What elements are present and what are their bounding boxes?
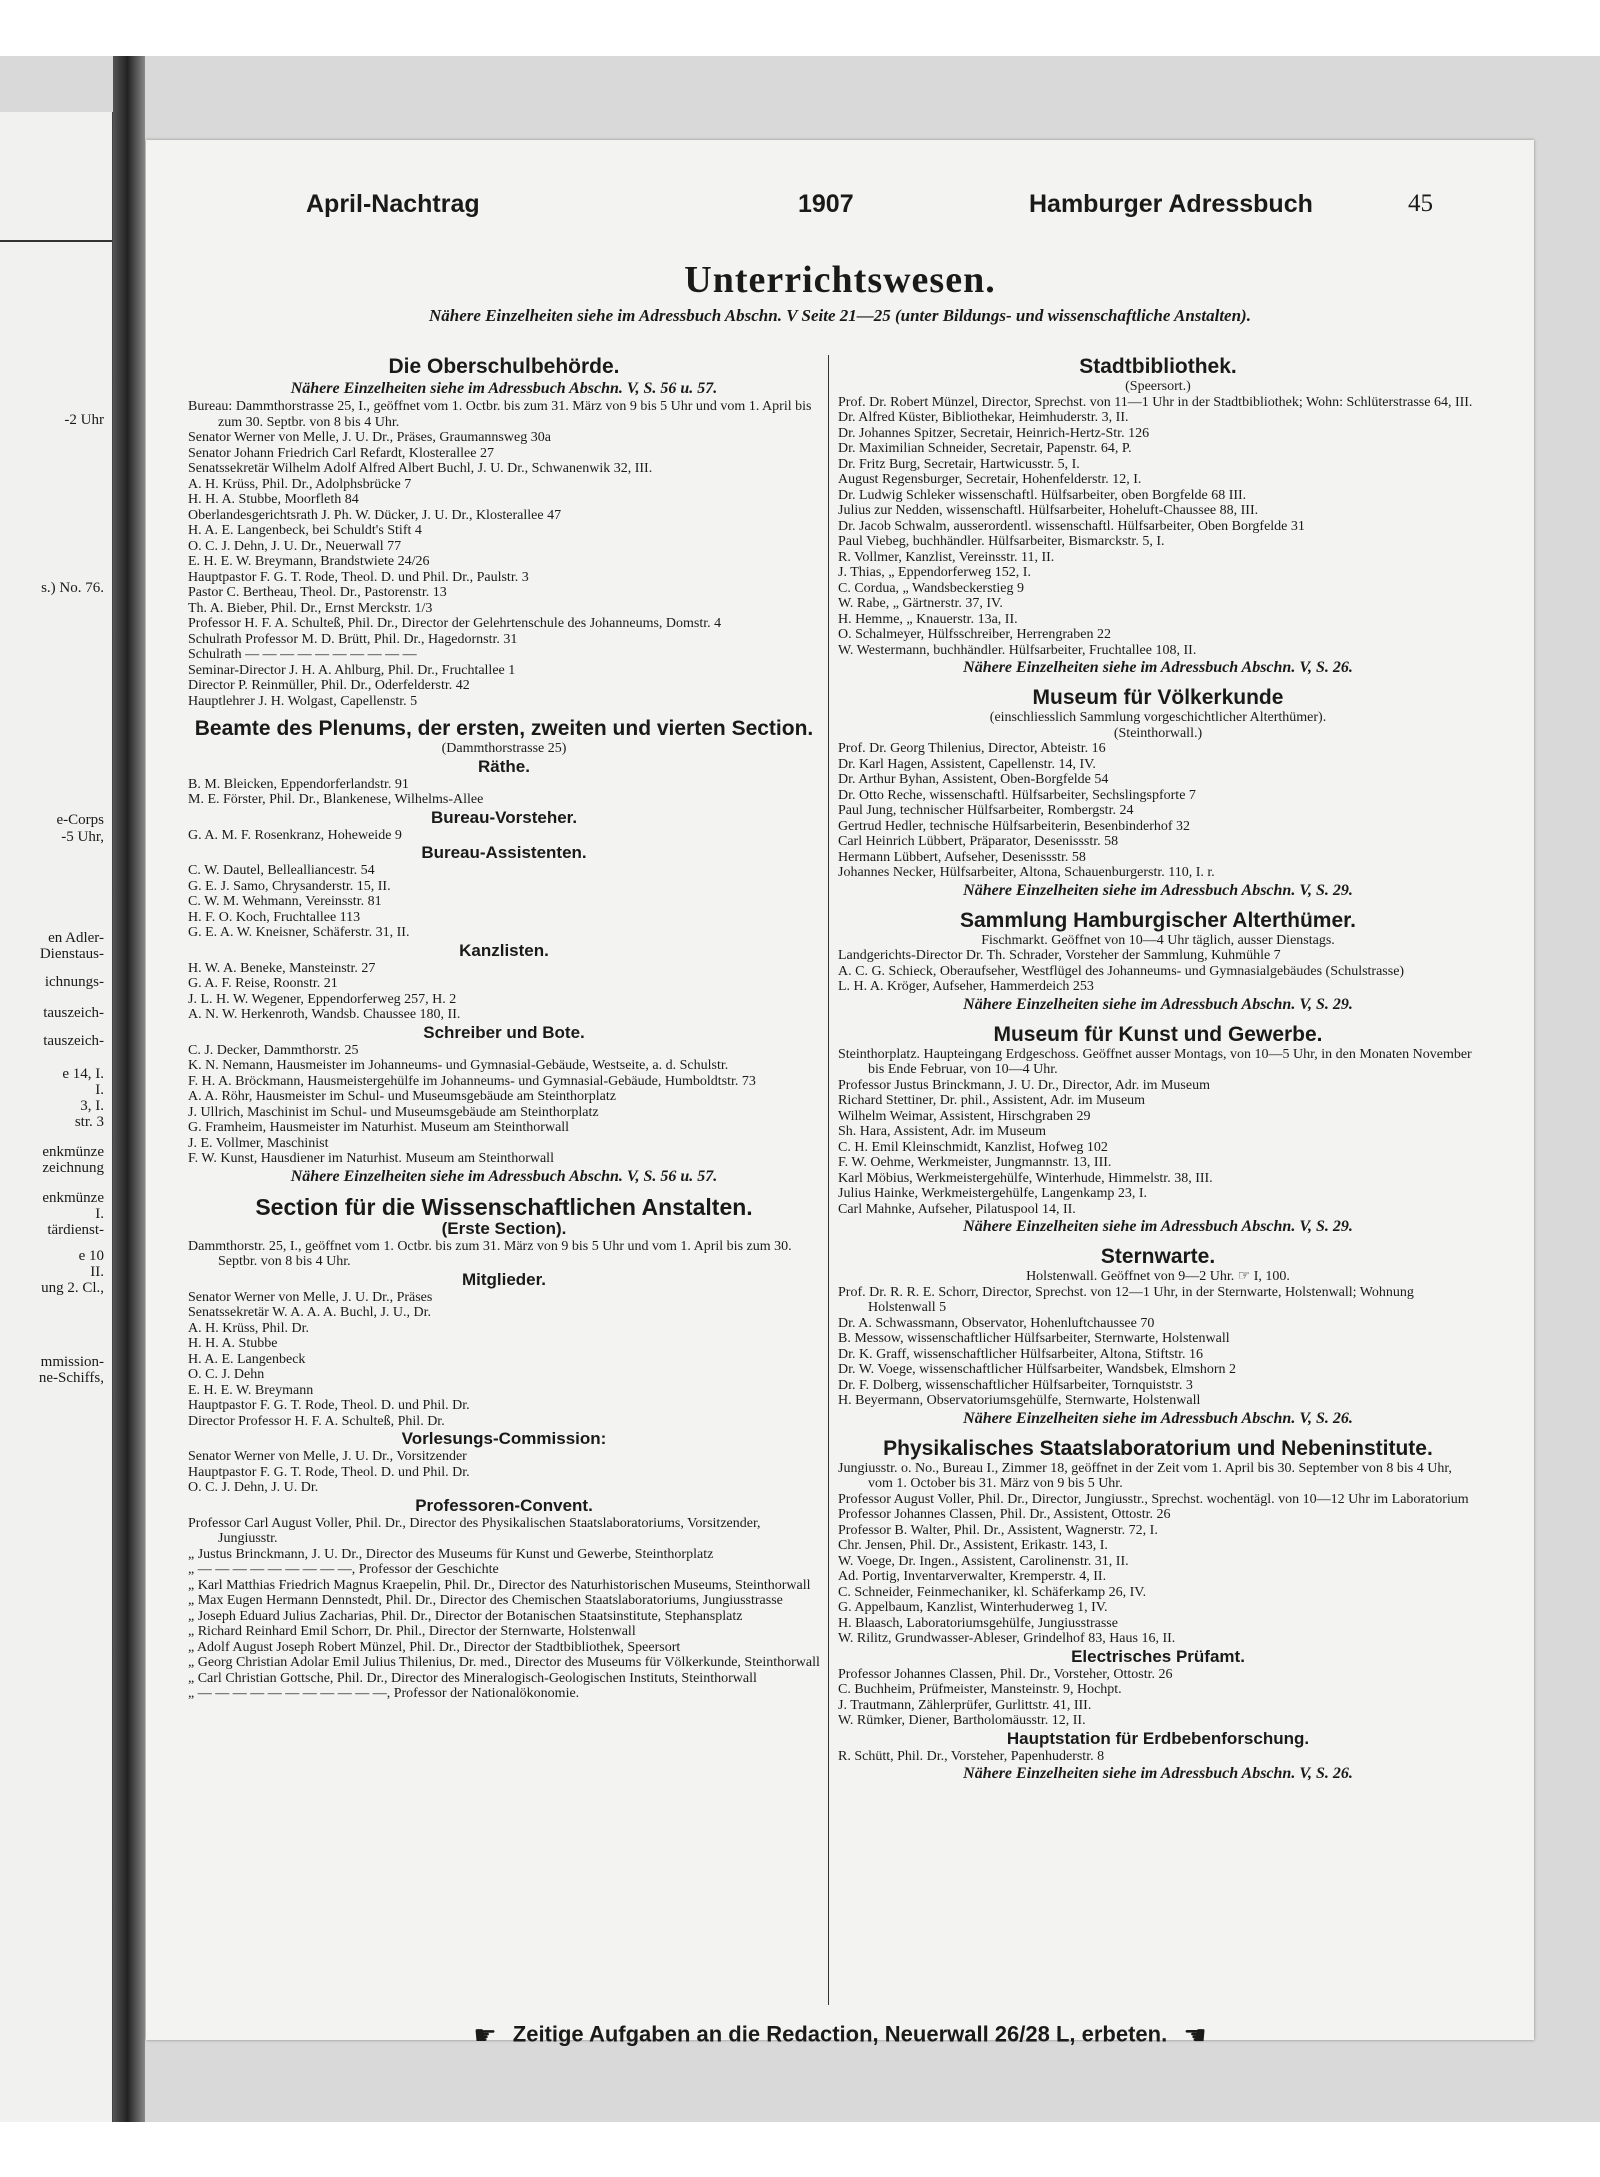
directory-entry: C. H. Emil Kleinschmidt, Kanzlist, Hofweg 102 — [838, 1139, 1108, 1155]
spacer — [838, 901, 1478, 909]
directory-entry: Richard Stettiner, Dr. phil., Assistent, Adr. im Museum — [838, 1093, 1146, 1108]
directory-entry: F. W. Oehme, Werkmeister, Jungmannstr. 13, III. — [838, 1155, 1112, 1170]
left-column — [188, 355, 820, 1702]
spacer — [838, 678, 1478, 686]
directory-entry: G. A. M. F. Rosenkranz, Hoheweide 9 — [188, 827, 402, 843]
subsection-title: Bureau-Vorsteher. — [430, 807, 578, 827]
subsection-title: Räthe. — [478, 756, 530, 776]
prev-page-fragment: s.) No. 76. — [41, 580, 104, 596]
directory-entry: Senator Werner von Melle, J. U. Dr., Präses, Graumannsweg 30a — [188, 430, 551, 445]
directory-entry: O. C. J. Dehn — [188, 1367, 265, 1382]
directory-entry: Johannes Necker, Hülfsarbeiter, Altona, Schauenburgerstr. 110, I. r. — [838, 865, 1215, 880]
prev-page-fragment: e-Corps — [56, 812, 104, 828]
document-page — [146, 140, 1534, 2050]
directory-entry: Hauptpastor F. G. T. Rode, Theol. D. und Phil. Dr. — [188, 1464, 470, 1480]
section-title: Sammlung Hamburgischer Alterthümer. — [960, 908, 1356, 932]
directory-entry: G. E. J. Samo, Chrysanderstr. 15, II. — [188, 878, 391, 894]
directory-entry: Steinthorplatz. Haupteingang Erdgeschoss. Geöffnet ausser Montags, von 10—5 Uhr, in den Monaten November bis Ende Februar, von 10—4 Uhr. — [838, 1046, 1472, 1077]
section-title: Section für die Wissenschaftlichen Anstalten. — [255, 1193, 753, 1220]
directory-entry: Professor B. Walter, Phil. Dr., Assistent, Wagnerstr. 72, I. — [838, 1522, 1158, 1538]
directory-entry: „ Carl Christian Gottsche, Phil. Dr., Director des Mineralogisch-Geologischen Instituts, Steinthorwall — [188, 1670, 757, 1686]
directory-entry: Dr. Johannes Spitzer, Secretair, Heinrich-Hertz-Str. 126 — [838, 425, 1150, 441]
directory-entry: „ Richard Reinhard Emil Schorr, Dr. Phil., Director der Sternwarte, Holstenwall — [188, 1624, 636, 1639]
subsection-title: Electrisches Prüfamt. — [1071, 1646, 1245, 1666]
section-note: (Dammthorstrasse 25) — [441, 741, 567, 756]
directory-entry: Hermann Lübbert, Aufseher, Desenissstr. 58 — [838, 849, 1086, 865]
directory-entry: Schulrath Professor M. D. Brütt, Phil. Dr., Hagedornstr. 31 — [188, 631, 518, 647]
section-note: Holstenwall. Geöffnet von 9—2 Uhr. ☞ I, 100. — [1026, 1269, 1290, 1284]
directory-entry: Professor Justus Brinckmann, J. U. Dr., Director, Adr. im Museum — [838, 1077, 1210, 1093]
header-year: 1907 — [798, 190, 854, 218]
directory-entry: Professor Johannes Classen, Phil. Dr., Assistent, Ottostr. 26 — [838, 1507, 1171, 1522]
page-title: Unterrichtswesen. — [684, 259, 996, 301]
directory-entry: Dr. W. Voege, wissenschaftlicher Hülfsarbeiter, Wandsbek, Elmshorn 2 — [838, 1362, 1237, 1377]
directory-entry: H. A. E. Langenbeck, bei Schuldt's Stift 4 — [188, 523, 422, 538]
directory-entry: H. H. A. Stubbe — [188, 1336, 278, 1351]
directory-entry: Julius zur Nedden, wissenschaftl. Hülfsarbeiter, Hoheluft-Chaussee 88, III. — [838, 503, 1259, 518]
directory-entry: Dammthorstr. 25, I., geöffnet vom 1. Octbr. bis zum 31. März von 9 bis 5 Uhr und vom 1. April bis zum 30. Septbr. von 8 bis 4 Uhr. — [188, 1238, 792, 1269]
prev-page-fragment: str. 3 — [74, 1114, 104, 1130]
prev-page-fragment: mmission- — [40, 1354, 104, 1370]
subsection-title: Professoren-Convent. — [415, 1495, 593, 1515]
prev-page-fragment: ne-Schiffs, — [38, 1370, 104, 1386]
directory-entry: Carl Mahnke, Aufseher, Pilatuspool 14, II. — [838, 1201, 1076, 1217]
directory-entry: F. H. A. Bröckmann, Hausmeistergehülfe im Johanneums- und Gymnasial-Gebäude, Humboldtstr. 73 — [188, 1073, 756, 1089]
cross-reference: Nähere Einzelheiten siehe im Adressbuch Abschn. V, S. 56 u. 57. — [290, 380, 718, 397]
directory-entry: Wilhelm Weimar, Assistent, Hirschgraben 29 — [838, 1108, 1091, 1124]
section-title: Die Oberschulbehörde. — [388, 355, 620, 378]
prev-page-fragment: ichnungs- — [44, 974, 104, 990]
prev-page-rule — [0, 240, 112, 242]
previous-page-edge — [0, 112, 115, 2122]
directory-entry: W. Rilitz, Grundwasser-Ableser, Grindelhof 83, Haus 16, II. — [838, 1631, 1176, 1646]
prev-page-fragment: I. — [95, 1206, 104, 1222]
subsection-title: Hauptstation für Erdbebenforschung. — [1006, 1728, 1310, 1748]
directory-entry: A. H. Krüss, Phil. Dr., Adolphsbrücke 7 — [188, 476, 412, 492]
directory-entry: Julius Hainke, Werkmeistergehülfe, Langenkamp 23, I. — [838, 1186, 1147, 1201]
directory-entry: H. W. A. Beneke, Mansteinstr. 27 — [188, 960, 376, 976]
directory-entry: H. F. O. Koch, Fruchtallee 113 — [188, 909, 361, 925]
directory-entry: Professor August Voller, Phil. Dr., Director, Jungiusstr., Sprechst. wochentägl. von 10—12 Uhr im Laboratorium — [838, 1491, 1469, 1507]
directory-entry: A. A. Röhr, Hausmeister im Schul- und Museumsgebäude am Steinthorplatz — [188, 1089, 616, 1104]
directory-entry: Dr. A. Schwassmann, Observator, Hohenluftchaussee 70 — [838, 1315, 1155, 1331]
prev-page-fragment: II. — [90, 1264, 104, 1280]
directory-entry: A. H. Krüss, Phil. Dr. — [188, 1320, 309, 1336]
section-title: Sternwarte. — [1100, 1245, 1216, 1268]
prev-page-fragment: zeichnung — [42, 1160, 104, 1176]
directory-entry: E. H. E. W. Breymann, Brandstwiete 24/26 — [188, 554, 430, 569]
directory-entry: W. Voege, Dr. Ingen., Assistent, Carolinenstr. 31, II. — [838, 1553, 1129, 1569]
subsection-title: Kanzlisten. — [459, 940, 549, 960]
directory-entry: Director P. Reinmüller, Phil. Dr., Oderfelderstr. 42 — [188, 678, 470, 693]
directory-entry: Dr. Arthur Byhan, Assistent, Oben-Borgfelde 54 — [838, 772, 1109, 787]
directory-entry: Paul Jung, technischer Hülfsarbeiter, Rombergstr. 24 — [838, 803, 1134, 818]
section-title: Beamte des Plenums, der ersten, zweiten und vierten Section. — [194, 717, 814, 740]
directory-entry: Jungiusstr. o. No., Bureau I., Zimmer 18, geöffnet in der Zeit vom 1. April bis 30. September von 8 bis 4 Uhr, vom 1. October bis 31. März von 9 bis 5 Uhr. — [838, 1460, 1452, 1491]
directory-entry: C. Buchheim, Prüfmeister, Mansteinstr. 9, Hochpt. — [838, 1682, 1122, 1697]
directory-entry: M. E. Förster, Phil. Dr., Blankenese, Wilhelms-Allee — [188, 792, 484, 807]
prev-page-fragment: enkmünze — [42, 1144, 104, 1160]
right-column — [838, 355, 1478, 1784]
directory-entry: J. Ullrich, Maschinist im Schul- und Museumsgebäude am Steinthorplatz — [188, 1104, 599, 1120]
directory-entry: Ad. Portig, Inventarverwalter, Kremperstr. 4, II. — [838, 1569, 1107, 1584]
directory-entry: Oberlandesgerichtsrath J. Ph. W. Dücker, J. U. Dr., Klosterallee 47 — [188, 507, 562, 523]
directory-entry: Prof. Dr. Georg Thilenius, Director, Abteistr. 16 — [838, 741, 1106, 756]
cross-reference: Nähere Einzelheiten siehe im Adressbuch Abschn. V, S. 26. — [963, 1765, 1353, 1782]
directory-entry: Dr. K. Graff, wissenschaftlicher Hülfsarbeiter, Altona, Stiftstr. 16 — [838, 1346, 1204, 1362]
spacer — [838, 1237, 1478, 1245]
directory-entry: Senator Werner von Melle, J. U. Dr., Vorsitzender — [188, 1449, 467, 1464]
prev-page-fragment: 3, I. — [80, 1098, 104, 1114]
directory-entry: Dr. Ludwig Schleker wissenschaftl. Hülfsarbeiter, oben Borgfelde 68 III. — [838, 487, 1247, 503]
directory-entry: H. Blaasch, Laboratoriumsgehülfe, Jungiusstrasse — [838, 1615, 1118, 1631]
footer-notice — [146, 2020, 1534, 2051]
prev-page-fragment: tärdienst- — [47, 1222, 104, 1238]
directory-entry: C. W. Dautel, Bellealliancestr. 54 — [188, 863, 375, 878]
directory-entry: Karl Möbius, Werkmeistergehülfe, Winterhude, Himmelstr. 38, III. — [838, 1170, 1213, 1186]
directory-entry: B. Messow, wissenschaftlicher Hülfsarbeiter, Sternwarte, Holstenwall — [838, 1331, 1230, 1346]
subsection-title: Bureau-Assistenten. — [421, 843, 587, 862]
cross-reference: Nähere Einzelheiten siehe im Adressbuch Abschn. V, S. 56 u. 57. — [290, 1167, 718, 1185]
cross-reference: Nähere Einzelheiten siehe im Adressbuch Abschn. V, S. 29. — [963, 995, 1353, 1013]
directory-entry: Hauptlehrer J. H. Wolgast, Capellenstr. 5 — [188, 693, 418, 709]
directory-entry: Dr. Otto Reche, wissenschaftl. Hülfsarbeiter, Sechslingspforte 7 — [838, 787, 1196, 803]
directory-entry: Carl Heinrich Lübbert, Präparator, Desenissstr. 58 — [838, 834, 1119, 849]
book-binding — [113, 56, 145, 2122]
directory-entry: „ Max Eugen Hermann Dennstedt, Phil. Dr., Director des Chemischen Staatslaboratoriums, Jungiusstrasse — [188, 1593, 783, 1608]
prev-page-fragment: e 14, I. — [62, 1066, 104, 1082]
directory-entry: Sh. Hara, Assistent, Adr. im Museum — [838, 1124, 1047, 1139]
spacer — [838, 1429, 1478, 1437]
directory-entry: O. C. J. Dehn, J. U. Dr., Neuerwall 77 — [188, 538, 402, 554]
directory-entry: F. W. Kunst, Hausdiener im Naturhist. Museum am Steinthorwall — [188, 1151, 554, 1166]
directory-entry: „ Justus Brinckmann, J. U. Dr., Director des Museums für Kunst und Gewerbe, Steinthorplatz — [188, 1546, 714, 1562]
directory-entry: J. Trautmann, Zählerprüfer, Gurlittstr. 41, III. — [838, 1697, 1092, 1713]
directory-entry: Schulrath — — — — — — — — — — — [188, 647, 417, 662]
directory-entry: August Regensburger, Secretair, Hohenfelderstr. 12, I. — [838, 472, 1142, 487]
directory-entry: Prof. Dr. Robert Münzel, Director, Sprechst. von 11—1 Uhr in der Stadtbibliothek; Wohn: Schlüterstrasse 64, III. — [838, 394, 1473, 410]
prev-page-fragment: tauszeich- — [43, 1005, 104, 1021]
subsection-title: Schreiber und Bote. — [423, 1022, 585, 1042]
directory-entry: Professor Carl August Voller, Phil. Dr., Director des Physikalischen Staatslaboratoriums, Vorsitzender, Jungiusstr. — [188, 1515, 761, 1546]
directory-entry: „ — — — — — — — — — — —, Professor der Nationalökonomie. — [188, 1686, 580, 1701]
directory-entry: O. C. J. Dehn, J. U. Dr. — [188, 1480, 319, 1495]
directory-entry: R. Vollmer, Kanzlist, Vereinsstr. 11, II. — [838, 549, 1055, 565]
subsection-title: Vorlesungs-Commission: — [401, 1429, 607, 1448]
directory-entry: „ Georg Christian Adolar Emil Julius Thilenius, Dr. med., Director des Museums für Völkerkunde, Steinthorwall — [188, 1655, 820, 1670]
prev-page-fragment: Dienstaus- — [39, 946, 104, 962]
directory-entry: J. E. Vollmer, Maschinist — [188, 1135, 329, 1151]
section-note: (einschliesslich Sammlung vorgeschichtlicher Alterthümer). — [989, 710, 1327, 725]
column-divider — [828, 355, 829, 2005]
directory-entry: Dr. Karl Hagen, Assistent, Capellenstr. 14, IV. — [838, 756, 1096, 772]
spacer — [838, 1015, 1478, 1023]
subsection-title: (Erste Section). — [441, 1218, 567, 1238]
section-note: (Steinthorwall.) — [1113, 725, 1203, 741]
directory-entry: G. E. A. W. Kneisner, Schäferstr. 31, II. — [188, 925, 410, 940]
directory-entry: L. H. A. Kröger, Aufseher, Hammerdeich 253 — [838, 979, 1094, 994]
directory-entry: E. H. E. W. Breymann — [188, 1382, 314, 1398]
directory-entry: H. H. A. Stubbe, Moorfleth 84 — [188, 492, 359, 507]
directory-entry: Dr. Maximilian Schneider, Secretair, Papenstr. 64, P. — [838, 441, 1132, 456]
running-header — [146, 190, 1534, 224]
directory-entry: H. Beyermann, Observatoriumsgehülfe, Sternwarte, Holstenwall — [838, 1393, 1201, 1408]
directory-entry: Dr. Fritz Burg, Secretair, Hartwicusstr. 5, I. — [838, 456, 1080, 472]
section-title: Museum für Kunst und Gewerbe. — [993, 1022, 1323, 1046]
directory-entry: J. L. H. W. Wegener, Eppendorferweg 257, H. 2 — [188, 991, 457, 1007]
subsection-title: Mitglieder. — [461, 1269, 547, 1289]
footer-text: Zeitige Aufgaben an die Redaction, Neuerwall 26/28 L, erbeten. — [512, 2021, 1168, 2047]
prev-page-fragment: e 10 — [78, 1248, 104, 1264]
section-note: Fischmarkt. Geöffnet von 10—4 Uhr täglich, ausser Dienstags. — [981, 932, 1335, 948]
directory-entry: G. Framheim, Hausmeister im Naturhist. Museum am Steinthorwall — [188, 1120, 570, 1135]
directory-entry: Hauptpastor F. G. T. Rode, Theol. D. und Phil. Dr., Paulstr. 3 — [188, 569, 529, 585]
directory-entry: G. A. F. Reise, Roonstr. 21 — [188, 976, 338, 991]
directory-entry: Paul Viebeg, buchhändler. Hülfsarbeiter, Bismarckstr. 5, I. — [838, 534, 1165, 549]
section-title: Physikalisches Staatslaboratorium und Nebeninstitute. — [883, 1436, 1433, 1460]
directory-entry: Professor H. F. A. Schulteß, Phil. Dr., Director der Gelehrtenschule des Johanneums, Domstr. 4 — [188, 616, 722, 631]
directory-entry: Pastor C. Bertheau, Theol. Dr., Pastorenstr. 13 — [188, 585, 447, 600]
directory-entry: W. Westermann, buchhändler. Hülfsarbeiter, Fruchtallee 108, II. — [838, 642, 1197, 658]
directory-entry: Dr. Alfred Küster, Bibliothekar, Heimhuderstr. 3, II. — [838, 410, 1129, 425]
directory-entry: Hauptpastor F. G. T. Rode, Theol. D. und Phil. Dr. — [188, 1398, 470, 1413]
section-note: (Speersort.) — [1125, 379, 1191, 394]
bottom-margin — [0, 2122, 1600, 2177]
cross-reference: Nähere Einzelheiten siehe im Adressbuch Abschn. V, S. 29. — [963, 881, 1353, 899]
directory-entry: Director Professor H. F. A. Schulteß, Phil. Dr. — [188, 1413, 445, 1429]
directory-entry: Dr. Jacob Schwalm, ausserordentl. wissenschaftl. Hülfsarbeiter, Oben Borgfelde 31 — [838, 518, 1305, 534]
directory-entry: R. Schütt, Phil. Dr., Vorsteher, Papenhuderstr. 8 — [838, 1748, 1105, 1764]
directory-entry: A. N. W. Herkenroth, Wandsb. Chaussee 180, II. — [188, 1007, 461, 1022]
pointing-hand-icon: ☚ — [1183, 2020, 1207, 2050]
directory-entry: A. C. G. Schieck, Oberaufseher, Westflügel des Johanneums- und Gymnasialgebäudes (Schulstrasse) — [838, 963, 1405, 979]
cross-reference: Nähere Einzelheiten siehe im Adressbuch Abschn. V, S. 26. — [963, 659, 1353, 676]
directory-entry: „ Joseph Eduard Julius Zacharias, Phil. Dr., Director der Botanischen Staatsinstitute, Stephansplatz — [188, 1608, 743, 1624]
directory-entry: Chr. Jensen, Phil. Dr., Assistent, Erikastr. 143, I. — [838, 1538, 1108, 1553]
directory-entry: Landgerichts-Director Dr. Th. Schrader, Vorsteher der Sammlung, Kuhmühle 7 — [838, 948, 1281, 963]
page-number: 45 — [1408, 190, 1433, 217]
cross-reference: Nähere Einzelheiten siehe im Adressbuch Abschn. V, S. 26. — [963, 1409, 1353, 1427]
directory-entry: „ Karl Matthias Friedrich Magnus Kraepelin, Phil. Dr., Director des Naturhistorischen Museums, Steinthorwall — [188, 1577, 811, 1593]
directory-entry: W. Rümker, Diener, Bartholomäusstr. 12, II. — [838, 1713, 1086, 1728]
cross-reference: Nähere Einzelheiten siehe im Adressbuch Abschn. V, S. 29. — [963, 1218, 1353, 1235]
pointing-hand-icon: ☛ — [473, 2020, 497, 2050]
section-title: Stadtbibliothek. — [1079, 355, 1237, 378]
directory-entry: Th. A. Bieber, Phil. Dr., Ernst Merckstr. 1/3 — [188, 600, 433, 616]
section-title: Museum für Völkerkunde — [1032, 686, 1284, 709]
prev-page-fragment: ung 2. Cl., — [41, 1280, 104, 1296]
directory-entry: C. Schneider, Feinmechaniker, kl. Schäferkamp 26, IV. — [838, 1584, 1147, 1600]
header-right: Hamburger Adressbuch — [1029, 190, 1313, 218]
directory-entry: Senatssekretär Wilhelm Adolf Alfred Albert Buchl, J. U. Dr., Schwanenwik 32, III. — [188, 461, 653, 476]
prev-page-fragment: tauszeich- — [43, 1033, 104, 1049]
header-left: April-Nachtrag — [306, 190, 480, 218]
directory-entry: Professor Johannes Classen, Phil. Dr., Vorsteher, Ottostr. 26 — [838, 1666, 1173, 1682]
prev-page-fragment: en Adler- — [48, 930, 104, 946]
directory-entry: „ Adolf August Joseph Robert Münzel, Phil. Dr., Director der Stadtbibliothek, Speersort — [188, 1639, 681, 1655]
directory-entry: Gertrud Hedler, technische Hülfsarbeiterin, Besenbinderhof 32 — [838, 818, 1191, 834]
directory-entry: Seminar-Director J. H. A. Ahlburg, Phil. Dr., Fruchtallee 1 — [188, 662, 516, 678]
directory-entry: G. Appelbaum, Kanzlist, Winterhuderweg 1, IV. — [838, 1600, 1108, 1615]
prev-page-fragment: -2 Uhr — [64, 412, 104, 428]
directory-entry: Senator Werner von Melle, J. U. Dr., Präses — [188, 1289, 433, 1305]
spacer — [188, 709, 820, 717]
directory-entry: Senator Johann Friedrich Carl Refardt, Klosterallee 27 — [188, 445, 494, 461]
directory-entry: B. M. Bleicken, Eppendorferlandstr. 91 — [188, 776, 409, 792]
directory-entry: H. Hemme, „ Knauerstr. 13a, II. — [838, 611, 1018, 627]
prev-page-fragment: I. — [95, 1082, 104, 1098]
directory-entry: Senatssekretär W. A. A. A. Buchl, J. U., Dr. — [188, 1305, 432, 1320]
directory-entry: O. Schalmeyer, Hülfsschreiber, Herrengraben 22 — [838, 627, 1111, 642]
prev-page-fragment: enkmünze — [42, 1190, 104, 1206]
directory-entry: W. Rabe, „ Gärtnerstr. 37, IV. — [838, 596, 1003, 611]
directory-entry: Prof. Dr. R. R. E. Schorr, Director, Sprechst. von 12—1 Uhr, in der Sternwarte, Holstenwall; Wohnung Holstenwall 5 — [838, 1284, 1414, 1315]
directory-entry: „ — — — — — — — — —, Professor der Geschichte — [188, 1562, 499, 1577]
directory-entry: C. Cordua, „ Wandsbeckerstieg 9 — [838, 580, 1025, 596]
directory-entry: J. Thias, „ Eppendorferweg 152, I. — [838, 565, 1031, 580]
prev-page-fragment: -5 Uhr, — [61, 829, 104, 845]
directory-entry: Bureau: Dammthorstrasse 25, I., geöffnet vom 1. Octbr. bis zum 31. März von 9 bis 5 Uhr und vom 1. April bis zum 30. Septbr. von 8 bis 4 Uhr. — [188, 399, 812, 430]
directory-entry: Dr. F. Dolberg, wissenschaftlicher Hülfsarbeiter, Tornquiststr. 3 — [838, 1377, 1193, 1393]
page-subtitle: Nähere Einzelheiten siehe im Adressbuch Abschn. V Seite 21—25 (unter Bildungs- und wissenschaftliche Anstalten). — [429, 306, 1251, 325]
top-margin — [0, 0, 1600, 56]
directory-entry: K. N. Nemann, Hausmeister im Johanneums- und Gymnasial-Gebäude, Westseite, a. d. Schulstr. — [188, 1058, 729, 1073]
directory-entry: C. J. Decker, Dammthorstr. 25 — [188, 1042, 359, 1058]
directory-entry: C. W. M. Wehmann, Vereinsstr. 81 — [188, 894, 382, 909]
directory-entry: H. A. E. Langenbeck — [188, 1351, 306, 1367]
